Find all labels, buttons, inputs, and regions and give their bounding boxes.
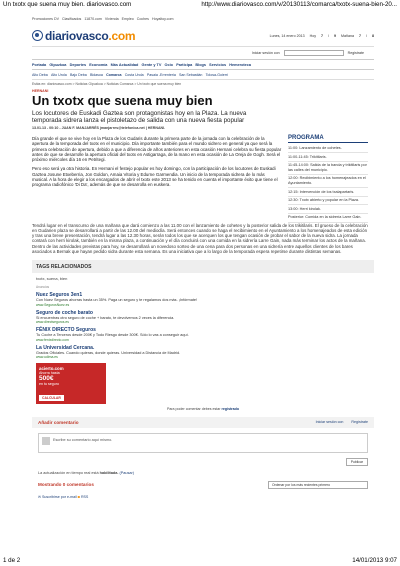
weather-today-sep: / [328, 33, 329, 38]
page-count: 1 de 2 [3, 557, 21, 564]
sponsored-links [32, 285, 272, 404]
ad-title[interactable]: Nuez Seguros 3en1 [36, 292, 83, 299]
subscribe-email-link[interactable]: Suscribirse por e-mail [42, 494, 77, 499]
comments-bar [32, 417, 374, 428]
main-nav [32, 59, 374, 70]
subnav-item[interactable]: Bidasoa [89, 72, 103, 77]
program-item: 11:00-11:45: Trikitilaris. [288, 153, 368, 162]
article-paragraph: Pero eso será ya otra historia. En Hernani el festejo popular es hoy domingo, con la participación de los locutores de Euskadi Gaztea Josune Etxeberria, Jon Goldon, Amaia Vitoria y Edurne Garmendia. Un inicio de la temporada sidrera de lo más musical. A la hora de elegir a los encargados de abrir el txotx este 2013 se ha tenido en cuenta el importante éxito que tiene el programa radiofónico 'Di Da', además de que se desarrolla en euskera. [32, 166, 278, 188]
subnav-item[interactable]: Bajo Deba [69, 72, 87, 77]
top-link[interactable]: Empleo [121, 17, 134, 21]
top-link[interactable]: Hoyaltoy.com [151, 17, 174, 21]
registration-link[interactable]: registrado [221, 406, 240, 411]
print-datetime: 14/01/2013 9:07 [352, 557, 397, 564]
program-item: 12:30: Txotx abierto y popular en la Plaza. [288, 197, 368, 206]
nav-item[interactable]: Ocio [164, 62, 173, 67]
nav-item[interactable]: Servicios [209, 62, 227, 67]
comment-registration-note [32, 407, 374, 411]
realtime-note [32, 471, 374, 475]
article-byline: 13.01.13 - 00:10 - JUAN F. MANJARRÉS jmanjarres@telefonica.net | HERNANI. [32, 126, 166, 130]
article-kicker: HERNANI [32, 89, 49, 93]
ad-url[interactable]: www.directseguros.es [36, 320, 69, 325]
rss-link[interactable]: RSS [80, 494, 89, 499]
comments-count: Mostrando 0 comentarios [38, 482, 94, 488]
banner-brand: acierto.com [39, 365, 64, 371]
nav-item[interactable]: Participa [176, 62, 193, 67]
banner-calculate-button[interactable]: CALCULAR [39, 395, 64, 401]
article-title: Un txotx que suena muy bien [32, 93, 213, 108]
top-link[interactable]: Promociones DV [32, 17, 59, 21]
email-icon: ✉ [38, 494, 42, 499]
related-tags[interactable]: txotx, suena, bien [36, 276, 68, 282]
nav-item[interactable]: Deportes [69, 62, 87, 67]
acierto-banner[interactable] [36, 363, 106, 404]
subnav-item[interactable]: Alto Deba [32, 72, 48, 77]
sort-select[interactable]: Ordenar por los más recientes primero [268, 481, 368, 489]
publish-button[interactable]: Publicar [346, 458, 368, 466]
top-link[interactable]: Vivienda [104, 17, 119, 21]
print-header-url: http://www.diariovasco.com/v/20130113/comarca/txotx-suena-bien-20... [201, 1, 397, 8]
search-input[interactable] [284, 50, 344, 56]
login-link[interactable]: Iniciar sesión con [251, 51, 280, 55]
realtime-note-text: La actualización en tiempo real está [38, 470, 99, 475]
ad-text: Tu Coche a Terceros desde 200€ y Todo Riesgo desde 300€. Sólo lo vas a conseguir aquí. [36, 333, 189, 338]
pause-link[interactable]: (Pausar) [119, 470, 135, 475]
ads-label: Anuncios [36, 285, 50, 290]
program-item: 11:45-14:00: Salida de la banda y trikitilaris por las calles del municipio. [288, 162, 368, 175]
weather-today-max: 9 [334, 33, 336, 38]
weather-tomorrow-min: 7 [359, 33, 361, 38]
print-header-title: Un txotx que suena muy bien. diariovasco.com [3, 1, 132, 8]
ad-item[interactable] [36, 327, 268, 341]
ad-url[interactable]: www.udima.es [36, 354, 58, 359]
weather-today-min: 7 [321, 33, 323, 38]
subnav-item[interactable]: Costa Urola [124, 72, 144, 77]
banner-amount: 500€ [39, 374, 54, 382]
banner-line: en tu seguro [39, 381, 59, 386]
nav-item[interactable]: Portada [32, 62, 47, 67]
article-body [32, 136, 282, 223]
top-links [32, 13, 374, 25]
ad-title[interactable]: Seguro de coche barato [36, 309, 93, 316]
brand-row [32, 25, 374, 47]
top-link[interactable]: Coches [136, 17, 149, 21]
article-page [32, 13, 374, 549]
logo-suffix: .com [108, 28, 136, 43]
avatar [42, 437, 50, 445]
rss-icon: ◙ [77, 494, 80, 499]
comments-count-row [32, 481, 374, 489]
ad-item[interactable] [36, 292, 268, 306]
article-paragraph: Tendrá lugar en el transcurso de una mañana que dará comienzo a las 11.00 con el lanzamiento de cohetes y la posterior salida de los trikitilaris. El grueso de la celebración en Gudarien plaza se desarrollará a partir de las 12.00 del mediodía. Será entonces cuando se haga el recibimiento en el Ayuntamiento a los homenajeados de esta edición y tras una breve presentación, tendrá lugar a las 12.30 horas, serán todos los que se acerquen los que tengan ocasión de probar el sabor de la nueva sidra. La jornada contará con herri kirolak, también en la misma plaza, a continuación y el día concluirá con una comida en la sidrería Larre Gain, nada más terminar los actos de la mañana. [32, 222, 368, 244]
realtime-status: habilitada. [99, 470, 119, 475]
ad-url[interactable]: www.fenixdirecto.com [36, 337, 69, 342]
publish-row [32, 458, 374, 466]
top-link[interactable]: Clasificados [61, 17, 82, 21]
nav-item[interactable]: Economía [89, 62, 108, 67]
ad-url[interactable]: www.SegurosNuez.es [36, 302, 70, 307]
nav-item[interactable]: Hemeroteca [229, 62, 251, 67]
top-link[interactable]: 11870.com [84, 17, 102, 21]
program-item: 13:00: Herri kirolak. [288, 205, 368, 214]
login-row [32, 47, 374, 59]
subnav-item[interactable]: Alto Urola [50, 72, 67, 77]
logo-main: diariovasco [45, 28, 109, 43]
ad-text: Si encuentras otro seguro de coche + barato, te devolvemos 2 veces la diferencia. [36, 315, 175, 320]
nav-item[interactable]: Blogs [195, 62, 206, 67]
program-item: 12:00: Recibimiento a los homenajeados en el Ayuntamiento. [288, 175, 368, 188]
comment-placeholder: Escribe su comentario aquí mismo. [53, 437, 113, 442]
site-logo[interactable] [32, 29, 135, 43]
add-comment-heading: Añadir comentario [38, 419, 79, 425]
subnav-item[interactable]: San Sebastián [179, 72, 203, 77]
current-date: Lunes, 14 enero 2013 [269, 33, 305, 38]
comment-login-link[interactable]: Iniciar sesión con [315, 420, 344, 425]
ad-title[interactable]: FÉNIX DIRECTO Seguros [36, 327, 96, 334]
subnav-item[interactable]: Comarca [106, 72, 122, 77]
program-item: 12:15: Intervención de los txalapartaris. [288, 188, 368, 197]
nav-item[interactable]: Más Actualidad [110, 62, 139, 67]
ad-item[interactable] [36, 345, 268, 359]
program-heading: PROGRAMA [288, 136, 368, 143]
article-paragraph: Día grande el que se vive hoy en la Plaza de los Gudaris durante la primera parte de la jornada con la celebración de la apertura de la temporada del txotx en el municipio. Día importante también para el mundo sidrero en general ya que será la primera celebración de apertura, debido a que a diferencia de años anteriores en esta ocasión Hernani celebra su fiesta popular antes de que se desarrolle la apertura oficial del txotx en Astigarraga, de la mano en esta ocasión de La Oreja de Gogh. Será el próximo miércoles día 16 en Petritegi. [32, 136, 282, 163]
print-header [0, 0, 400, 10]
weather-today-label: Hoy [309, 33, 316, 38]
program-item: Posterior: Comida en la sidrería Larre Gain. [288, 214, 368, 223]
nav-item[interactable]: Gipuzkoa [49, 62, 67, 67]
comment-register-link[interactable]: Regístrate [351, 420, 368, 425]
program-box [288, 136, 368, 223]
subnav-item[interactable]: Pasaia -Errenteria [146, 72, 176, 77]
nav-item[interactable]: Gente y TV [141, 62, 162, 67]
print-footer [0, 557, 400, 564]
register-link[interactable]: Registrate [347, 51, 364, 55]
article-layout [32, 136, 374, 223]
logo-mark-icon [32, 30, 43, 41]
ad-text: Con Nuez Seguros ahorras hasta un 35%. Paga un seguro y te regalamos dos más. ¡Infórmate! [36, 298, 198, 303]
article-paragraph: Dentro de las actividades previstas para hoy, se desarrollará un novedoso sorteo de una cena para dos personas en una sidrería entre aquellos clientes de los bares asociados a Bernak que hayan pedido sidra durante esta semana. Es una iniciativa que a lo largo de la temporada espera repetirse durante distintas semanas. [32, 243, 353, 255]
subscribe-row [32, 495, 374, 499]
breadcrumb [32, 80, 374, 88]
banner-line: Ahorra hasta [39, 370, 60, 375]
weather-tomorrow-label: Mañana [341, 33, 354, 38]
breadcrumb-text: Estás en: diariovasco.com > Noticias Gipuzkoa > Noticias Comarca > Un txotx que suena muy bien [32, 82, 182, 86]
comment-input[interactable] [38, 433, 368, 453]
weather-tomorrow-max: 8 [372, 33, 374, 38]
weather-tomorrow-sep: / [366, 33, 367, 38]
related-tags-heading: TAGS RELACIONADOS [32, 260, 374, 273]
sub-nav [32, 70, 374, 80]
registration-note-text: Para poder comentar debes estar [166, 406, 221, 411]
subnav-item[interactable]: Tolosa-Goierri [205, 72, 228, 77]
program-item: 11:00: Lanzamiento de cohetes. [288, 145, 368, 154]
ad-text: Grados Oficiales. Cuando quieras, donde quieras. Universidad a Distancia de Madrid. [36, 350, 181, 355]
ad-item[interactable] [36, 310, 268, 324]
ad-title[interactable]: La Universidad Cercana. [36, 344, 95, 351]
article-subtitle: Los locutores de Euskadi Gaztea son protagonistas hoy en la Plaza. La nueva temporada sidrera lanza el pistoletazo de salida con una nueva fiesta popular [32, 110, 247, 124]
date-weather [270, 34, 374, 38]
article-body-continued [32, 223, 368, 255]
